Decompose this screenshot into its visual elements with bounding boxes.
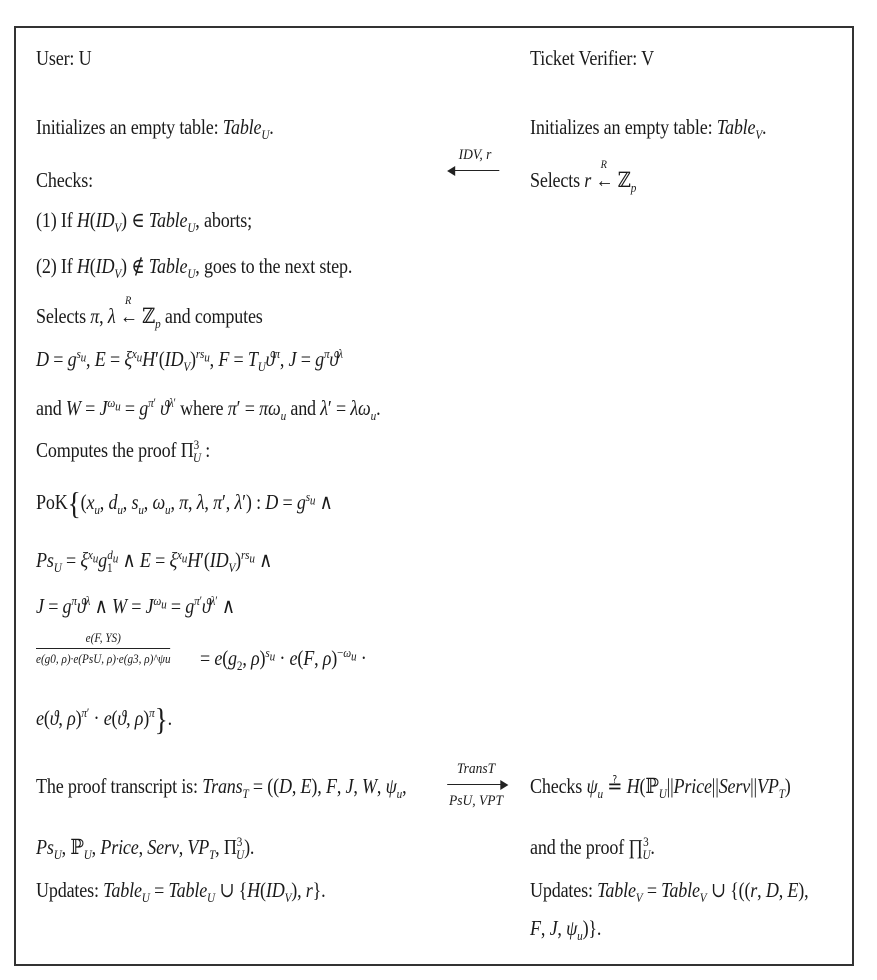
arrow-label-trans: TransT bbox=[456, 761, 496, 777]
verifier-line-update-2: F, J, $\psi_u$)}. bbox=[530, 916, 602, 944]
user-line-update: Updates: Table$_U$ = Table$_U$ ∪ {$H(ID_V)$, r}. bbox=[36, 878, 326, 906]
verifier-line-checks: Checks $\psi_u$ ≟ $H(ℙ_U||Price||Serv||VP_T)$ bbox=[530, 774, 791, 802]
user-line-pok5: e(ϑ, ρ)$^{\pi'}$ · e(ϑ, ρ)$^\pi$}. bbox=[36, 701, 172, 737]
user-line-checks: Checks: bbox=[36, 168, 93, 192]
user-line-compute-w: and $W = J^{\omega_u} = g^{\pi'}$ $ϑ^{\lambda'}$ where $\pi' = \pi\omega_u$ and $\lambda' = \lambda\omega_u$. bbox=[36, 395, 381, 424]
fraction-denominator: e(g0, ρ)·e(PsU, ρ)·e(g3, ρ)^ψu bbox=[36, 651, 171, 666]
pairing-fraction bbox=[36, 630, 171, 667]
verifier-header: Ticket Verifier: V bbox=[530, 46, 654, 70]
fraction-numerator: e(F, YS) bbox=[36, 630, 171, 649]
arrow-right-shaft bbox=[444, 778, 509, 792]
arrow-label-idv-r: IDV, r bbox=[458, 147, 492, 163]
user-line-pok1: $PoK\{(x_u$, $d_u$, $s_u$, $\omega_u$, π, λ, π′, λ′) : $D = g^{s_u}$ ∧ bbox=[36, 485, 333, 521]
arrow-user-to-verifier bbox=[444, 760, 509, 810]
arrow-verifier-to-user bbox=[447, 146, 503, 178]
user-line-transcript: The proof transcript is: Trans$_T$ = ((D, E), F, J, W, $\psi_u$, bbox=[36, 774, 407, 802]
arrow-left-shaft bbox=[447, 164, 503, 178]
arrow-label-ps-vp: PsU, VPT bbox=[449, 793, 503, 809]
user-line-selects: Selects π, λ ← R ℤ$_p$ and computes bbox=[36, 293, 263, 332]
user-line-transcript-2: $Ps_U$, ℙ$_U$, Price, Serv, $VP_T$, $\Pi^3_U$). bbox=[36, 834, 255, 863]
user-line-pok3: $J = g^\pi ϑ^\lambda$ ∧ $W = J^{\omega_u} = g^{\pi'}ϑ^{\lambda'}$ ∧ bbox=[36, 593, 235, 618]
verifier-line-selects: Selects r ← R ℤ$_p$ bbox=[530, 157, 637, 196]
verifier-line-update: Updates: Table$_V$ = Table$_V$ ∪ {((r, D, E), bbox=[530, 878, 809, 906]
user-line-check1: (1) If $H(ID_V)$ ∈ Table$_U$, aborts; bbox=[36, 208, 252, 236]
verifier-line-init: Initializes an empty table: Table$_V$. bbox=[530, 115, 767, 143]
user-line-check2: (2) If $H(ID_V)$ ∉ Table$_U$, goes to the next step. bbox=[36, 254, 353, 282]
user-line-pok2: $Ps_U = \xi^{x_u}g_1^{d_u}$ ∧ $E = \xi^{x_u}H'(ID_V)^{rs_u}$ ∧ bbox=[36, 547, 273, 576]
user-line-init: Initializes an empty table: Table$_U$. bbox=[36, 115, 274, 143]
user-header: User: U bbox=[36, 46, 92, 70]
user-line-proof-title: Computes the proof $\Pi^3_U$ : bbox=[36, 437, 211, 466]
verifier-line-proof: and the proof ∏$^3_U$. bbox=[530, 834, 655, 863]
user-line-pok4: = $e(g_2$, ρ)$^{s_u}$ · e(F, ρ)$^{-\omega_u}$ · bbox=[200, 645, 367, 674]
user-line-compute-d-e-f-j: $D = g^{s_u}$, $E = \xi^{x_u}H'(ID_V)^{rs_u}$, $F = T_Uϑ^\pi$, $J = g^\pi ϑ^\lambda$ bbox=[36, 346, 343, 375]
